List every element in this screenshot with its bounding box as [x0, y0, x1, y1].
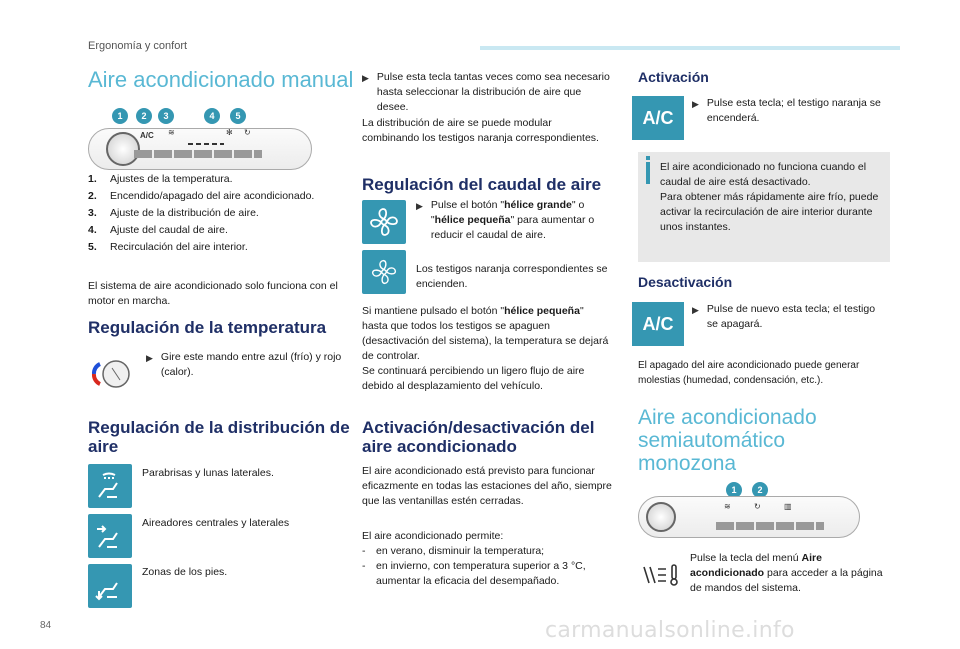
distribution-label-feet: Zonas de los pies. — [142, 566, 228, 578]
distribution-label-windshield: Parabrisas y lunas laterales. — [142, 467, 274, 479]
temperature-knob-icon — [106, 132, 140, 166]
semi-auto-title: Aire acondicionado semiautomático monozona — [638, 406, 817, 475]
windshield-icon — [88, 464, 132, 508]
recirculation-small-icon: ↻ — [244, 128, 251, 137]
control-panel-illustration — [88, 108, 350, 172]
menu-instruction: Pulse la tecla del menú Aire acondicionado para acceder a la página de mandos del sistema. — [690, 552, 883, 594]
airflow-heading: Regulación del caudal de aire — [362, 175, 602, 194]
deactivation-bullet: ▶ Pulse de nuevo esta tecla; el testigo se apagará. — [692, 303, 876, 330]
activation-bullet: ▶ Pulse esta tecla; el testigo naranja se encenderá. — [692, 97, 881, 124]
distribution-small-icon: ≋ — [168, 128, 175, 137]
distribution-heading: Regulación de la distribución de aire — [88, 418, 350, 456]
temperature-heading: Regulación de la temperatura — [88, 318, 327, 337]
header-bar — [480, 46, 900, 50]
info-text-1: El aire acondicionado no funciona cuando el caudal de aire está desactivado. — [660, 161, 867, 188]
face-vent-icon — [88, 514, 132, 558]
info-panel — [638, 152, 890, 262]
ac-button-icon: A/C — [632, 96, 684, 140]
rear-defrost-small-icon: ▥ — [784, 502, 792, 511]
list-item: 5. Recirculación del aire interior. — [88, 241, 248, 253]
ac-description: El aire acondicionado está previsto para funcionar eficazmente en todas las estaciones del año, siempre que las ventanillas estén cerradas. — [362, 465, 612, 507]
distribution-key-bullet: ▶ Pulse esta tecla tantas veces como sea necesario hasta seleccionar la distribución de aire que desee. — [362, 71, 610, 113]
info-text-2: Para obtener más rápidamente aire frío, puede activar la recirculación de aire interior durante unos instantes. — [660, 191, 879, 233]
ac-small-label: A/C — [140, 131, 154, 140]
small-fan-icon — [362, 250, 406, 294]
page-title: Aire acondicionado manual — [88, 67, 354, 92]
callout-1: 1 — [112, 108, 128, 124]
deactivation-heading: Desactivación — [638, 274, 733, 290]
activation-heading: Activación — [638, 69, 709, 85]
distribution-item-feet — [88, 564, 132, 608]
callout-2: 2 — [136, 108, 152, 124]
temperature-bullet: ▶ Gire este mando entre azul (frío) y rojo (calor). — [146, 351, 342, 378]
knob-icon — [646, 502, 676, 532]
fan-indicator-text: Los testigos naranja correspondientes se encienden. — [416, 263, 608, 290]
climate-menu-icon — [642, 560, 682, 590]
list-item: 2. Encendido/apagado del aire acondicionado. — [88, 190, 315, 202]
ac-allows-list — [362, 544, 612, 589]
windshield-small-icon: ≋ — [724, 502, 731, 511]
distribution-modulation-text: La distribución de aire se puede modular combinando los testigos naranja correspondientes. — [362, 117, 599, 144]
list-item: 1. Ajustes de la temperatura. — [88, 173, 233, 185]
ac-onoff-heading: Activación/desactivación del aire acondicionado — [362, 418, 595, 456]
info-icon — [646, 156, 650, 160]
callout-4: 4 — [204, 108, 220, 124]
running-header: Ergonomía y confort — [88, 40, 188, 52]
feet-vent-icon — [88, 564, 132, 608]
callout-2: 2 — [752, 482, 768, 498]
engine-note: El sistema de aire acondicionado solo funciona con el motor en marcha. — [88, 280, 338, 307]
page-number: 84 — [40, 620, 52, 631]
distribution-item-face — [88, 514, 132, 558]
recirculation-small-icon: ↻ — [754, 502, 761, 511]
deactivation-note: El apagado del aire acondicionado puede generar molestias (humedad, condensación, etc.). — [638, 360, 860, 386]
callout-3: 3 — [158, 108, 174, 124]
list-item: - en invierno, con temperatura superior a 3 °C, aumentar la eficacia del desempañado. — [362, 560, 586, 587]
fan-bullet: ▶ Pulse el botón "hélice grande" o "hélice pequeña" para aumentar o reducir el caudal de aire. — [416, 199, 595, 241]
callout-5: 5 — [230, 108, 246, 124]
distribution-item-windshield — [88, 464, 132, 508]
legend-list — [88, 172, 346, 255]
fan-hold-text: Si mantiene pulsado el botón "hélice pequeña" hasta que todos los testigos se apaguen (desactivación del sistema), la temperatura se dejará de controlar. Se continuará percibiendo un ligero flujo de aire debido al desplazamiento del vehículo. — [362, 305, 609, 392]
fan-small-icon: ✻ — [226, 128, 233, 137]
list-item: 3. Ajuste de la distribución de aire. — [88, 207, 259, 219]
ac-allows-text: El aire acondicionado permite: — [362, 530, 504, 542]
list-item: - en verano, disminuir la temperatura; — [362, 545, 545, 557]
distribution-label-face: Aireadores centrales y laterales — [142, 517, 290, 529]
temperature-dial-icon — [88, 350, 136, 398]
list-item: 4. Ajuste del caudal de aire. — [88, 224, 228, 236]
ac-button-icon-2: A/C — [632, 302, 684, 346]
large-fan-icon — [362, 200, 406, 244]
callout-1: 1 — [726, 482, 742, 498]
watermark: carmanualsonline.info — [545, 618, 795, 643]
semi-auto-panel-illustration — [638, 480, 894, 540]
